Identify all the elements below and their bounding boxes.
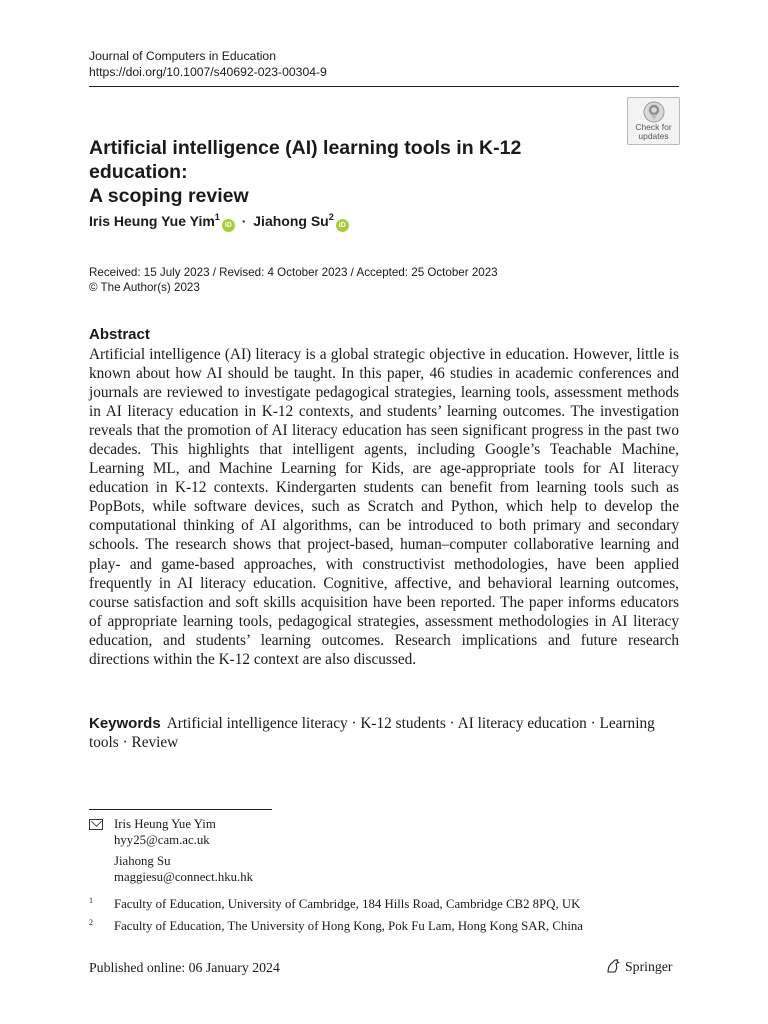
publisher-name: Springer bbox=[625, 959, 673, 974]
author-affil-sup: 2 bbox=[328, 212, 334, 222]
footnote-rule bbox=[89, 809, 272, 810]
envelope-icon bbox=[89, 819, 103, 830]
orcid-icon[interactable]: iD bbox=[336, 219, 349, 232]
affiliation-number: 1 bbox=[89, 896, 93, 905]
contact-email[interactable]: hyy25@cam.ac.uk bbox=[114, 833, 210, 847]
doi-link[interactable]: https://doi.org/10.1007/s40692-023-00304-9 bbox=[89, 65, 327, 79]
published-online: Published online: 06 January 2024 bbox=[89, 960, 280, 975]
affiliation-item bbox=[89, 918, 583, 934]
author-list bbox=[89, 208, 349, 232]
contact-name: Iris Heung Yue Yim bbox=[114, 817, 216, 831]
copyright: © The Author(s) 2023 bbox=[89, 281, 200, 294]
springer-horse-icon bbox=[605, 958, 621, 974]
header-rule bbox=[89, 86, 679, 87]
journal-header bbox=[89, 48, 327, 80]
badge-line-2: updates bbox=[638, 130, 669, 141]
keywords-label: Keywords bbox=[89, 715, 161, 732]
corresponding-contacts bbox=[89, 816, 253, 885]
contact-entry bbox=[89, 816, 253, 848]
affiliation-number: 2 bbox=[89, 918, 93, 927]
contact-email[interactable]: maggiesu@connect.hku.hk bbox=[114, 870, 254, 884]
author-name[interactable]: Jiahong Su bbox=[253, 213, 329, 229]
keywords bbox=[89, 714, 679, 752]
affiliation-text: Faculty of Education, University of Cambridge, 184 Hills Road, Cambridge CB2 8PQ, UK bbox=[114, 897, 581, 911]
paper-title bbox=[89, 136, 619, 208]
keywords-text: Artificial intelligence literacy · K-12 students · AI literacy education · Learning tools · Review bbox=[89, 715, 655, 751]
title-line-1: Artificial intelligence (AI) learning tools in K-12 education: bbox=[89, 137, 522, 183]
affiliation-text: Faculty of Education, The University of Hong Kong, Pok Fu Lam, Hong Kong SAR, China bbox=[114, 919, 583, 933]
affiliations bbox=[89, 896, 583, 940]
author-name[interactable]: Iris Heung Yue Yim bbox=[89, 213, 215, 229]
check-for-updates-badge[interactable] bbox=[627, 97, 680, 145]
author-separator: · bbox=[241, 213, 247, 229]
title-line-2: A scoping review bbox=[89, 185, 249, 207]
abstract-heading: Abstract bbox=[89, 326, 150, 343]
publication-dates bbox=[89, 265, 498, 295]
affiliation-item bbox=[89, 896, 583, 912]
history-dates: Received: 15 July 2023 / Revised: 4 October 2023 / Accepted: 25 October 2023 bbox=[89, 266, 498, 279]
crossmark-icon bbox=[643, 101, 665, 123]
badge-line-1: Check for bbox=[635, 122, 672, 132]
author-affil-sup: 1 bbox=[214, 212, 220, 222]
contact-entry bbox=[89, 853, 253, 885]
contact-name: Jiahong Su bbox=[114, 854, 171, 868]
orcid-icon[interactable]: iD bbox=[222, 219, 235, 232]
journal-name: Journal of Computers in Education bbox=[89, 49, 276, 63]
abstract-body: Artificial intelligence (AI) literacy is a global strategic objective in education. However, little is known about how AI should be taught. In this paper, 46 studies in academic conferences and journals are reviewed to investigate pedagogical strategies, learning tools, assessment methods in AI literacy education in K-12 contexts, and students’ learning outcomes. The investigation reveals that the promotion of AI literacy education has seen significant progress in the past two decades. This highlights that intelligent agents, including Google’s Teachable Machine, Learning ML, and Machine Learning for Kids, are age-appropriate tools for AI literacy education in K-12 contexts. Kindergarten students can benefit from learning tools such as PopBots, while software devices, such as Scratch and Python, which help to develop the computational thinking of AI algorithms, can be introduced to both primary and secondary schools. The research shows that project-based, human–computer collaborative learning and play- and game-based approaches, with constructivist methodologies, have been applied frequently in AI literacy education. Cognitive, affective, and behavioral learning outcomes, course satisfaction and soft skills acquisition have been reported. The paper informs educators of appropriate learning tools, pedagogical strategies, assessment methodologies in AI literacy education, and students’ learning outcomes. Research implications and future research directions within the K-12 context are also discussed. bbox=[89, 346, 679, 668]
publisher-logo bbox=[605, 958, 673, 976]
